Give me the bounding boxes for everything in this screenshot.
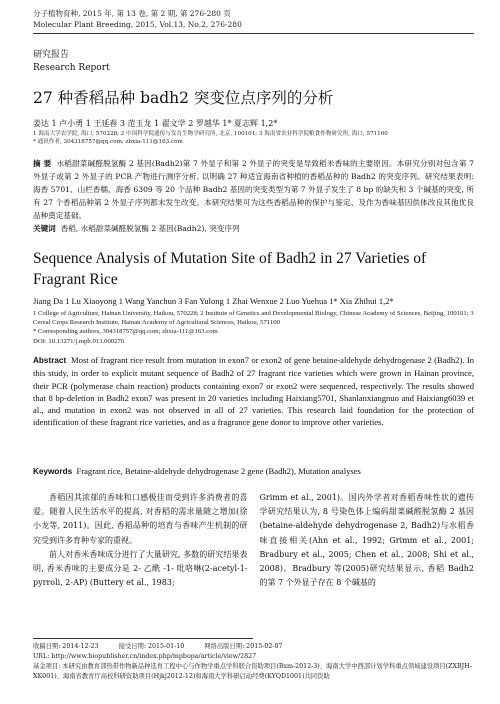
accepted-date: 接受日期: 2015-01-10 bbox=[118, 643, 185, 650]
keywords-cn-label: 关键词 bbox=[33, 224, 56, 233]
received-date: 收稿日期: 2014-12-23 bbox=[33, 643, 99, 650]
affiliation-cn bbox=[33, 130, 474, 146]
journal-header bbox=[33, 8, 474, 30]
body-column-left bbox=[33, 491, 248, 590]
corresponding-en: * Corresponding authors, 304318757@qq.com; zhxia-111@163.com bbox=[33, 328, 218, 336]
body-paragraph: 香稻因其浓郁的香味和口感极佳而受到许多消费者的喜爱。随着人民生活水平的提高, 对香稻的需求量随之增加(徐小龙等, 2011)。因此, 香稻品种的培育与香味产生机制的研究受到许多育种专家的重视。 bbox=[33, 493, 248, 545]
footer-dates bbox=[33, 642, 474, 652]
body-text bbox=[33, 491, 474, 590]
abstract-cn-label: 摘 要 bbox=[33, 159, 52, 168]
section-label-en: Research Report bbox=[33, 63, 110, 73]
affiliation-cn-text: 1 海南大学农学院, 海口, 570228; 2 中国科学院遗传与发育生物学研究所, 北京, 100101; 3 海南省农业科学院粮食作物研究所, 海口, 571100 bbox=[33, 131, 388, 137]
journal-header-cn: 分子植物育种, 2015 年, 第 13 卷, 第 2 期, 第 276-280 页 bbox=[33, 9, 231, 18]
section-label-cn: 研究报告 bbox=[33, 50, 70, 60]
authors-cn: 姜达 1 卢小勇 1 王延春 3 范玉龙 1 翟文学 2 罗越华 1* 夏志辉 1,2* bbox=[33, 119, 278, 128]
keywords-en-label: Keywords bbox=[33, 467, 73, 476]
keywords-en-text: Fragrant rice, Betaine-aldehyde dehydrogenase 2 gene (Badh2), Mutation analyses bbox=[76, 466, 361, 476]
doi[interactable]: DOI: 10.13271/j.mpb.013.000276 bbox=[33, 337, 125, 345]
header-divider bbox=[33, 33, 474, 34]
abstract-en-text: Most of fragrant rice result from mutation in exon7 or exon2 of gene betaine-aldehyde dehydrogenase 2 (Badh2). In this study, in order to explicit mutant sequence of Badh2 of 27 fragrant rice varieties which were grown in Hainan province, their PCR (polymerase chain reaction) products containing exon7 or exon2 were sequenced, respectively. The results showed that 8 bp-deletion in Badh2 exon7 was present in 20 varieties including Haixiang5701, Shanlanxiangnuo and Haixiang6039 et al., and mutation in exon2 was not observed in all of 27 varieties. This research laid foundation for the protection of identification of these fragrant rice varieties, and as a fragrance gene donor to improve other varieties. bbox=[33, 355, 474, 428]
title-cn: 27 种香稻品种 badh2 突变位点序列的分析 bbox=[33, 89, 334, 107]
keywords-en bbox=[33, 466, 474, 476]
abstract-cn-text: 水稻甜菜碱醛脱氢酶 2 基因(Badh2)第 7 外显子和第 2 外显子的突变是导致稻米香味的主要原因。本研究分别对包含第 7 外显子或第 2 外显子的 PCR 产物进行测序分析, 以明确 27 种适宜海南省种植的香稻品种的 Badh2 的突变序列。研究结果表明: 海香 5701、山栏香糯、海香 6309 等 20 个品种 Badh2 基因的突变类型为第 7 外显子发生了 8 bp 的缺失和 3 个碱基的突变, 所有 27 个香稻品种第 2 外显子序列都未发生改变。本研究结果可为这些香稻品种的保护与鉴定、及作为香味基因供体改良其他优良品种奠定基础。 bbox=[33, 159, 474, 220]
body-column-right bbox=[260, 491, 475, 590]
authors-en: Jiang Da 1 Lu Xiaoyong 1 Wang Yanchun 3 Fan Yulong 1 Zhai Wenxue 2 Luo Yuehua 1* Xia Zhihui 1,2* bbox=[33, 296, 394, 306]
journal-header-en: Molecular Plant Breeding, 2015, Vol.13, No.2, 276-280 bbox=[33, 20, 242, 29]
footer-divider bbox=[33, 638, 253, 639]
section-label bbox=[33, 49, 474, 75]
keywords-cn-text: 香稻, 水稻甜菜碱醛脱氢酶 2 基因(Badh2), 突变序列 bbox=[60, 224, 240, 233]
affiliation-en bbox=[33, 309, 474, 346]
abstract-en bbox=[33, 354, 474, 429]
title-en: Sequence Analysis of Mutation Site of Badh2 in 27 Varieties of Fragrant Rice bbox=[33, 250, 427, 288]
article-url[interactable]: URL: http://www.biopublisher.cn/index.php/mpbopa/article/view/2827 bbox=[33, 653, 257, 660]
body-paragraph: 前人对香米香味成分进行了大量研究, 多数的研究结果表明, 香米香味的主要成分是 2- 乙酰 -1- 吡咯啉(2-acetyl-1-pyrroli, 2-AP) (Buttery et al., 1983; bbox=[33, 549, 248, 588]
abstract-en-label: Abstract bbox=[33, 356, 67, 365]
abstract-cn bbox=[33, 157, 474, 235]
affiliation-en-text: 1 College of Agriculture, Hainan University, Haikou, 570228; 2 Institute of Genetics and Developmental Biology, Chinese Academy of Sciences, Beijing, 100101; 3 Cereal Crops Research Institute, Hainan Academy of Agricultural Sciences, Haikou, 571100 bbox=[33, 310, 474, 327]
corresponding-cn: * 通讯作者, 304318757@qq.com; zhxia-111@163.com bbox=[33, 139, 183, 145]
funding-note: 基金项目: 本研究由教育部热带作物新品种选育工程中心与作物学重点学科联合资助项目(Bxm-2012-3)、海南大学中西部计划学科重点领域建设项目(ZXBJH-XK001)、海南省教育厅高校科研资助项目(Hjkj2012-12)和海南大学科研启动经费(KYQD1001)共同资助 bbox=[33, 663, 472, 680]
footer-notes bbox=[33, 642, 474, 682]
body-paragraph: Grimm et al., 2001)。国内外学者对香稻香味性状的遗传学研究结果认为, 8 号染色体上编码甜菜碱醛脱氢酶 2 基因(betaine-aldehyde dehydrogenase 2, Badh2)与水稻香味直接相关(Ahn et al., 1992; Grimm et al., 2001; Bradbury et al., 2005; Chen et al., 2008; Shi et al., 2008)。Bradbury 等(2005)研究结果显示, 香稻 Badh2 的第 7 个外显子存在 8 个碱基的 bbox=[259, 493, 474, 588]
published-date: 网络出版日期: 2015-02-07 bbox=[204, 643, 283, 650]
